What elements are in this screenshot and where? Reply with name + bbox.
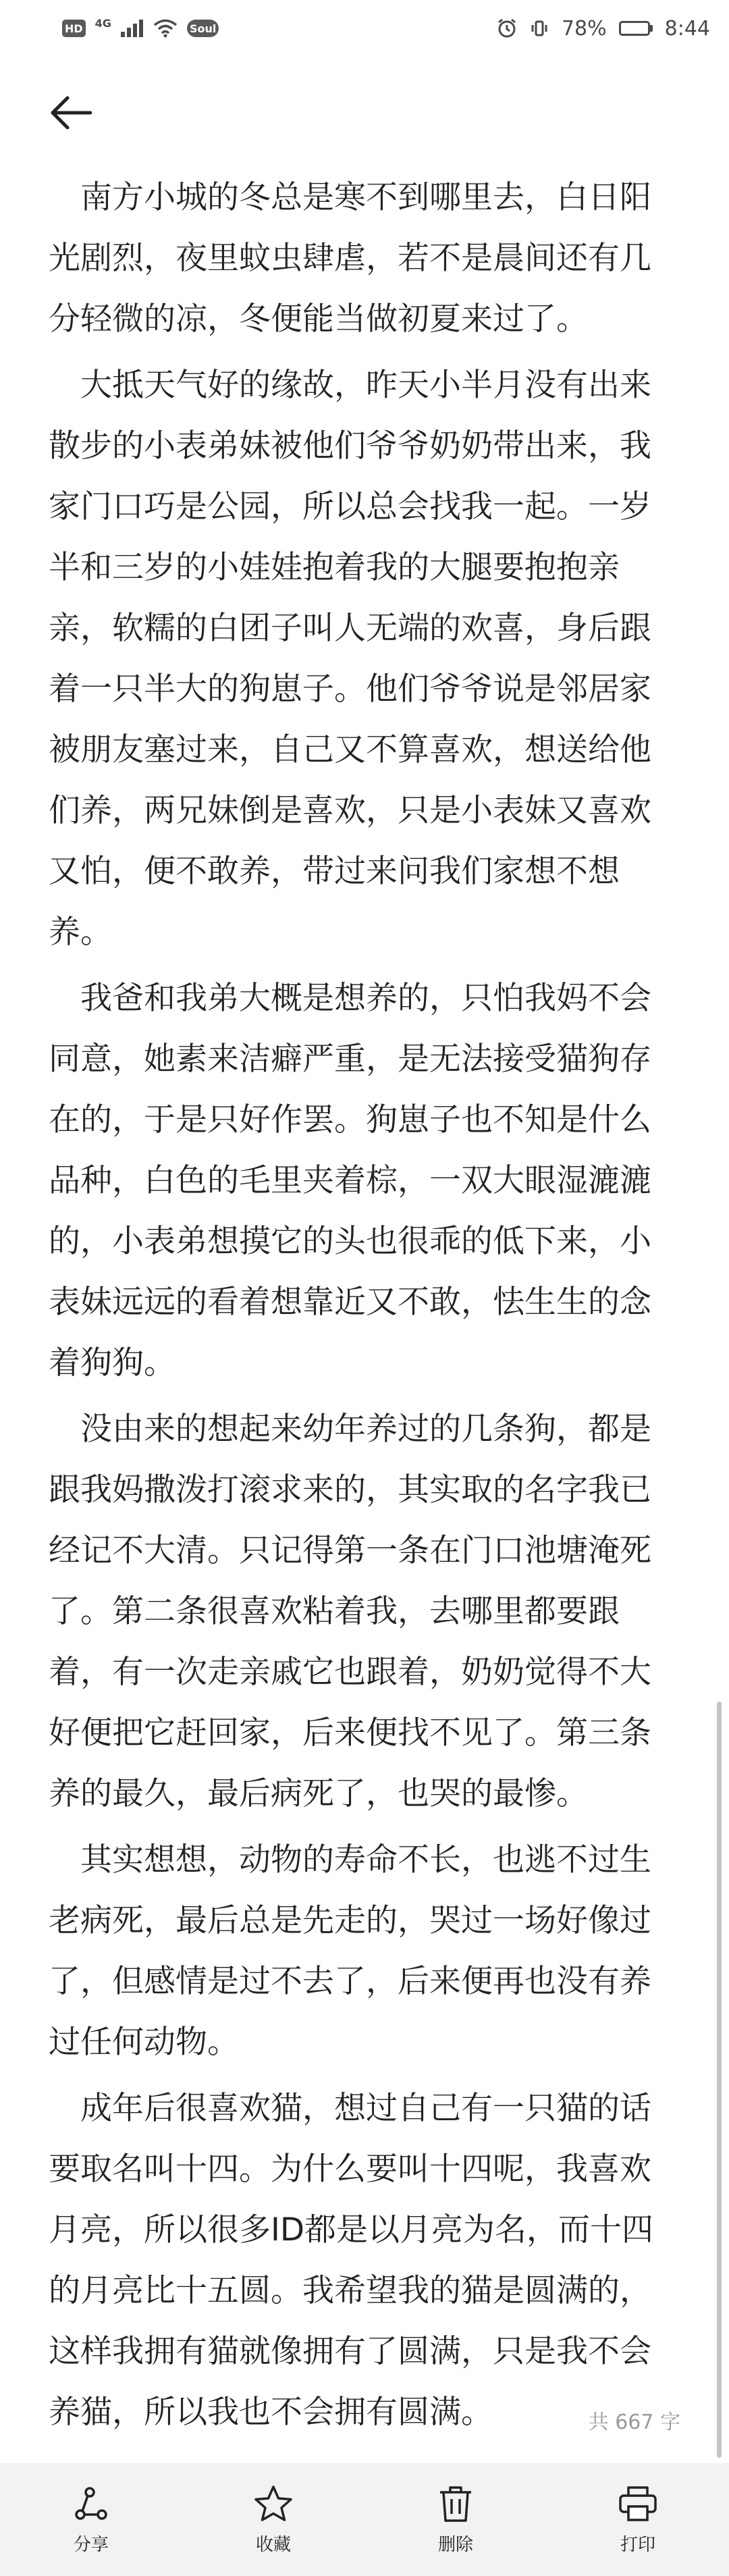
favorite-label: 收藏 <box>255 2535 291 2555</box>
arrow-left-icon <box>50 96 92 130</box>
status-bar <box>0 0 729 57</box>
hd-icon: HD <box>62 20 86 37</box>
favorite-button[interactable] <box>206 2483 341 2556</box>
battery-icon <box>619 21 653 36</box>
back-button[interactable] <box>40 82 101 143</box>
paragraph: 南方小城的冬总是寒不到哪里去，白日阳光剧烈，夜里蚊虫肆虐，若不是晨间还有几分轻微的凉，冬便能当做初夏来过了。 <box>49 179 651 338</box>
printer-icon <box>618 2483 658 2524</box>
paragraph: 没由来的想起来幼年养过的几条狗，都是跟我妈撒泼打滚求来的，其实取的名字我已经记不大清。只记得第一条在门口池塘淹死了。第二条很喜欢粘着我，去哪里都要跟着，有一次走亲戚它也跟着，奶奶觉得不大好便把它赶回家，后来便找不见了。第三条养的最久，最后病死了，也哭的最惨。 <box>49 1411 651 1812</box>
share-icon <box>71 2483 111 2524</box>
share-label: 分享 <box>73 2535 109 2555</box>
print-button[interactable] <box>570 2483 705 2556</box>
status-right <box>497 17 710 41</box>
scrollbar[interactable] <box>717 1702 722 2458</box>
paragraph: 我爸和我弟大概是想养的，只怕我妈不会同意，她素来洁癖严重，是无法接受猫狗存在的，于是只好作罢。狗崽子也不知是什么品种，白色的毛里夹着棕，一双大眼湿漉漉的，小表弟想摸它的头也很乖的低下来，小表妹远远的看着想靠近又不敢，怯生生的念着狗狗。 <box>49 980 651 1382</box>
paragraph: 成年后很喜欢猫，想过自己有一只猫的话要取名叫十四。为什么要叫十四呢，我喜欢月亮，所以很多ID都是以月亮为名，而十四的月亮比十五圆。我希望我的猫是圆满的，这样我拥有猫就像拥有了圆满，只是我不会养猫，所以我也不会拥有圆满。 <box>49 2090 654 2431</box>
delete-button[interactable] <box>388 2483 523 2556</box>
share-button[interactable] <box>24 2483 159 2556</box>
word-count: 共 667 字 <box>588 2411 680 2434</box>
alarm-icon <box>497 18 517 38</box>
clock: 8:44 <box>664 16 710 41</box>
print-label: 打印 <box>620 2535 655 2555</box>
signal-icon <box>121 20 144 37</box>
star-icon <box>253 2483 294 2524</box>
status-left <box>62 16 219 38</box>
trash-icon <box>435 2483 476 2524</box>
battery-percent: 78% <box>561 16 607 41</box>
vibrate-icon <box>529 18 549 38</box>
note-content[interactable] <box>49 167 680 2448</box>
delete-label: 删除 <box>437 2535 473 2555</box>
soul-app-icon: Soul <box>187 20 219 37</box>
network-type: 4G <box>94 16 111 30</box>
paragraph: 其实想想，动物的寿命不长，也逃不过生老病死，最后总是先走的，哭过一场好像过了，但感情是过不去了，后来便再也没有养过任何动物。 <box>49 1841 651 2061</box>
wifi-icon <box>153 19 178 38</box>
paragraph: 大抵天气好的缘故，昨天小半月没有出来散步的小表弟妹被他们爷爷奶奶带出来，我家门口巧是公园，所以总会找我一起。一岁半和三岁的小娃娃抱着我的大腿要抱抱亲亲，软糯的白团子叫人无端的欢喜，身后跟着一只半大的狗崽子。他们爷爷说是邻居家被朋友塞过来，自己又不算喜欢，想送给他们养，两兄妹倒是喜欢，只是小表妹又喜欢又怕，便不敢养，带过来问我们家想不想养。 <box>49 367 651 951</box>
bottom-toolbar <box>0 2463 729 2576</box>
